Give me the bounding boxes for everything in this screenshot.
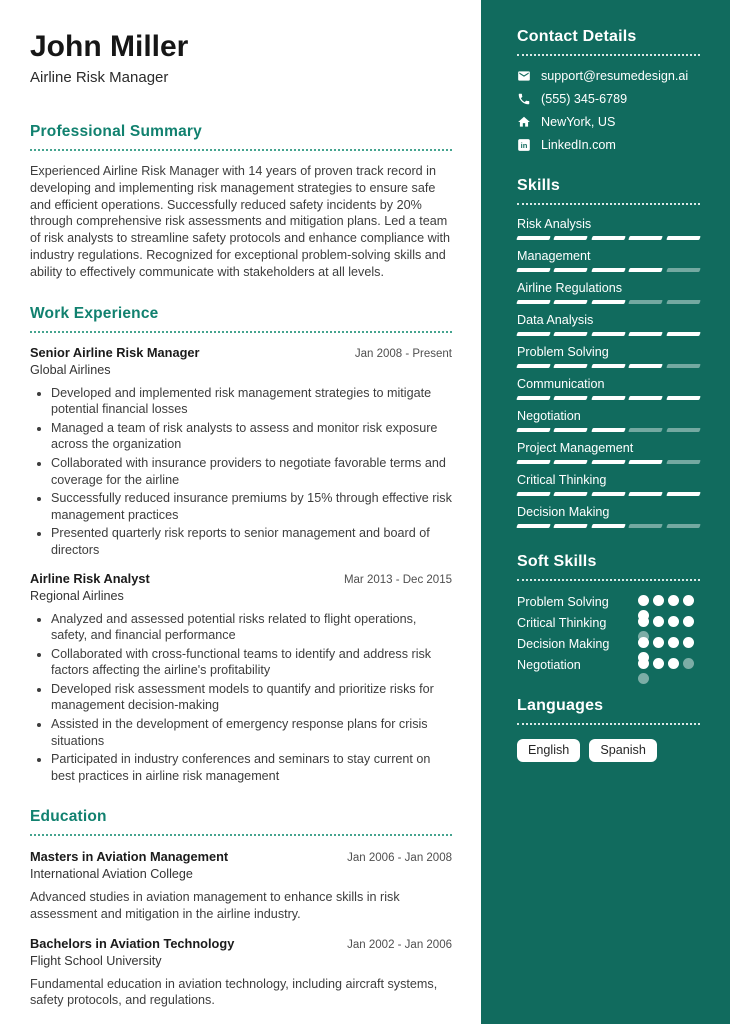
rating-segment bbox=[628, 396, 663, 400]
skill-item bbox=[517, 505, 700, 528]
job-bullet-list bbox=[30, 385, 452, 559]
skill-name: Critical Thinking bbox=[517, 473, 607, 487]
job-bullet: • Successfully reduced insurance premiums by 15% through effective risk management practices bbox=[51, 490, 452, 523]
rating-segment bbox=[628, 300, 663, 304]
skill-name: Decision Making bbox=[517, 505, 610, 519]
job-bullet: • Developed and implemented risk management strategies to mitigate potential financial losses bbox=[51, 385, 452, 418]
soft-skill-name: Problem Solving bbox=[517, 595, 609, 609]
skill-item bbox=[517, 441, 700, 464]
skill-name: Negotiation bbox=[517, 409, 581, 423]
section-skills bbox=[517, 177, 700, 528]
rating-segment bbox=[666, 396, 701, 400]
skill-name: Management bbox=[517, 249, 591, 263]
job-dates: Jan 2008 - Present bbox=[354, 347, 452, 360]
rating-segment bbox=[591, 236, 626, 240]
section-heading-education: Education bbox=[30, 808, 452, 836]
rating-segment bbox=[591, 460, 626, 464]
rating-segment bbox=[628, 236, 663, 240]
rating-segment bbox=[666, 364, 701, 368]
rating-dot bbox=[653, 595, 664, 606]
skill-item bbox=[517, 313, 700, 336]
rating-dot bbox=[653, 637, 664, 648]
rating-segment bbox=[666, 332, 701, 336]
job-entry bbox=[30, 345, 452, 559]
rating-segment bbox=[591, 364, 626, 368]
skill-item bbox=[517, 377, 700, 400]
education-header bbox=[30, 849, 452, 864]
rating-segment bbox=[628, 268, 663, 272]
language-chip: English bbox=[517, 739, 580, 762]
education-school: Flight School University bbox=[30, 953, 162, 968]
contact-phone bbox=[517, 92, 700, 106]
job-bullet: • Analyzed and assessed potential risks related to flight operations, safety, and financial performance bbox=[51, 611, 452, 644]
rating-segment bbox=[554, 364, 589, 368]
skill-item bbox=[517, 249, 700, 272]
rating-dot bbox=[683, 595, 694, 606]
skill-list bbox=[517, 217, 700, 528]
rating-segment bbox=[591, 332, 626, 336]
person-name: John Miller bbox=[30, 30, 189, 63]
rating-segment bbox=[591, 492, 626, 496]
rating-segment bbox=[554, 268, 589, 272]
rating-segment bbox=[666, 492, 701, 496]
skill-bar bbox=[517, 268, 700, 272]
skill-name: Project Management bbox=[517, 441, 634, 455]
rating-dot bbox=[668, 595, 679, 606]
rating-dot bbox=[683, 616, 694, 627]
rating-dot bbox=[638, 673, 649, 684]
home-icon bbox=[517, 115, 531, 129]
soft-skill-item bbox=[517, 658, 700, 672]
rating-dot bbox=[638, 595, 649, 606]
contact-phone-text: (555) 345-6789 bbox=[541, 92, 628, 106]
rating-dot bbox=[638, 616, 649, 627]
job-bullet: • Developed risk assessment models to quantify and prioritize risks for management decision-making bbox=[51, 681, 452, 714]
section-heading-soft-skills: Soft Skills bbox=[517, 553, 700, 581]
job-bullet: • Collaborated with insurance providers to negotiate favorable terms and coverage for the airline bbox=[51, 455, 452, 488]
section-heading-summary: Professional Summary bbox=[30, 123, 452, 151]
rating-segment bbox=[516, 236, 551, 240]
education-degree: Bachelors in Aviation Technology bbox=[30, 935, 235, 951]
rating-segment bbox=[516, 524, 551, 528]
linkedin-icon bbox=[517, 138, 531, 152]
soft-skill-name: Negotiation bbox=[517, 658, 581, 672]
rating-segment bbox=[628, 332, 663, 336]
job-header bbox=[30, 345, 452, 360]
education-dates: Jan 2006 - Jan 2008 bbox=[347, 852, 452, 865]
rating-dot bbox=[668, 637, 679, 648]
job-company: Regional Airlines bbox=[30, 588, 124, 603]
rating-segment bbox=[628, 428, 663, 432]
contact-email-text: support@resumedesign.ai bbox=[541, 69, 689, 83]
rating-segment bbox=[628, 524, 663, 528]
rating-segment bbox=[516, 300, 551, 304]
section-professional-summary bbox=[30, 123, 452, 281]
job-bullet: • Managed a team of risk analysts to assess and monitor risk exposure across the organization bbox=[51, 420, 452, 453]
rating-segment bbox=[516, 332, 551, 336]
skill-name: Data Analysis bbox=[517, 313, 594, 327]
rating-dot bbox=[683, 658, 694, 669]
skill-item bbox=[517, 473, 700, 496]
rating-dot bbox=[653, 658, 664, 669]
rating-dot bbox=[638, 637, 649, 648]
contact-linkedin-text: LinkedIn.com bbox=[541, 138, 616, 152]
rating-segment bbox=[591, 268, 626, 272]
rating-segment bbox=[554, 396, 589, 400]
skill-item bbox=[517, 281, 700, 304]
svg-text:in: in bbox=[520, 141, 528, 151]
rating-segment bbox=[554, 460, 589, 464]
job-entry bbox=[30, 571, 452, 785]
rating-segment bbox=[591, 300, 626, 304]
rating-segment bbox=[554, 524, 589, 528]
job-bullet: • Collaborated with cross-functional teams to identify and address risk factors affecting the airline's profitability bbox=[51, 646, 452, 679]
rating-segment bbox=[628, 364, 663, 368]
sidebar bbox=[481, 0, 730, 1024]
rating-segment bbox=[554, 236, 589, 240]
rating-dot bbox=[653, 616, 664, 627]
job-title: Senior Airline Risk Manager bbox=[30, 344, 200, 360]
skill-bar bbox=[517, 396, 700, 400]
soft-skill-list bbox=[517, 595, 700, 672]
skill-bar bbox=[517, 460, 700, 464]
education-dates: Jan 2002 - Jan 2006 bbox=[347, 938, 452, 951]
skill-bar bbox=[517, 236, 700, 240]
education-description: Fundamental education in aviation technology, including aircraft systems, safety protocols, and regulations. bbox=[30, 976, 438, 1008]
section-heading-work: Work Experience bbox=[30, 305, 452, 333]
phone-icon bbox=[517, 92, 531, 106]
section-languages bbox=[517, 697, 700, 762]
rating-segment bbox=[516, 364, 551, 368]
rating-segment bbox=[591, 428, 626, 432]
education-school: International Aviation College bbox=[30, 867, 193, 882]
summary-text: Experienced Airline Risk Manager with 14 years of proven track record in developing and implementing risk management strategies to ensure safe and efficient operations. Successfully reduced safety incidents by 20% through comprehensive risk assessments and mitigation plans. Led a team of risk analysts to streamline safety protocols and enhance compliance with industry regulations. Recognized for exceptional problem-solving skills and ability to effectively communicate with stakeholders at all levels. bbox=[30, 164, 451, 279]
section-education bbox=[30, 808, 452, 1008]
rating-segment bbox=[554, 428, 589, 432]
rating-dot bbox=[683, 637, 694, 648]
rating-dot bbox=[638, 658, 649, 669]
job-bullet: • Participated in industry conferences and seminars to stay current on best practices in airline risk management bbox=[51, 751, 452, 784]
rating-dot bbox=[668, 616, 679, 627]
section-heading-languages: Languages bbox=[517, 697, 700, 725]
skill-item bbox=[517, 217, 700, 240]
section-heading-skills: Skills bbox=[517, 177, 700, 205]
contact-location-text: NewYork, US bbox=[541, 115, 616, 129]
section-contact-details bbox=[517, 28, 700, 152]
skill-bar bbox=[517, 332, 700, 336]
rating-segment bbox=[591, 396, 626, 400]
skill-name: Communication bbox=[517, 377, 605, 391]
job-bullet-list bbox=[30, 611, 452, 785]
rating-segment bbox=[516, 460, 551, 464]
section-heading-contact: Contact Details bbox=[517, 28, 700, 56]
skill-name: Airline Regulations bbox=[517, 281, 623, 295]
rating-dot bbox=[668, 658, 679, 669]
education-header bbox=[30, 936, 452, 951]
skill-bar bbox=[517, 492, 700, 496]
rating-segment bbox=[516, 492, 551, 496]
skill-item bbox=[517, 409, 700, 432]
rating-segment bbox=[666, 428, 701, 432]
contact-email[interactable] bbox=[517, 69, 700, 83]
skill-item bbox=[517, 345, 700, 368]
skill-bar bbox=[517, 364, 700, 368]
rating-segment bbox=[516, 396, 551, 400]
rating-segment bbox=[554, 492, 589, 496]
skill-name: Problem Solving bbox=[517, 345, 609, 359]
job-company: Global Airlines bbox=[30, 362, 111, 377]
mail-icon bbox=[517, 69, 531, 83]
rating-segment bbox=[666, 524, 701, 528]
rating-segment bbox=[554, 332, 589, 336]
job-title: Airline Risk Analyst bbox=[30, 570, 150, 586]
contact-linkedin[interactable] bbox=[517, 138, 700, 152]
soft-skill-dots bbox=[638, 658, 700, 684]
skill-bar bbox=[517, 428, 700, 432]
rating-segment bbox=[666, 300, 701, 304]
education-entry bbox=[30, 849, 452, 922]
job-dates: Mar 2013 - Dec 2015 bbox=[343, 573, 452, 586]
soft-skill-item bbox=[517, 595, 700, 609]
skill-bar bbox=[517, 524, 700, 528]
section-soft-skills bbox=[517, 553, 700, 672]
skill-name: Risk Analysis bbox=[517, 217, 592, 231]
education-entry bbox=[30, 936, 452, 1009]
job-bullet: • Presented quarterly risk reports to senior management and board of directors bbox=[51, 525, 452, 558]
skill-bar bbox=[517, 300, 700, 304]
language-chip: Spanish bbox=[589, 739, 657, 762]
soft-skill-name: Decision Making bbox=[517, 637, 610, 651]
rating-segment bbox=[666, 460, 701, 464]
job-bullet: • Assisted in the development of emergency response plans for crisis situations bbox=[51, 716, 452, 749]
education-description: Advanced studies in aviation management to enhance skills in risk assessment and mitigation in the airline industry. bbox=[30, 890, 400, 922]
rating-segment bbox=[516, 268, 551, 272]
soft-skill-name: Critical Thinking bbox=[517, 616, 607, 630]
soft-skill-item bbox=[517, 616, 700, 630]
rating-segment bbox=[666, 268, 701, 272]
section-work-experience bbox=[30, 305, 452, 785]
language-chip-list bbox=[517, 739, 700, 762]
contact-location bbox=[517, 115, 700, 129]
contact-list bbox=[517, 69, 700, 152]
job-header bbox=[30, 571, 452, 586]
rating-segment bbox=[666, 236, 701, 240]
rating-segment bbox=[516, 428, 551, 432]
education-degree: Masters in Aviation Management bbox=[30, 849, 229, 865]
rating-segment bbox=[591, 524, 626, 528]
rating-segment bbox=[554, 300, 589, 304]
person-job-title: Airline Risk Manager bbox=[30, 69, 169, 86]
rating-segment bbox=[628, 492, 663, 496]
soft-skill-item bbox=[517, 637, 700, 651]
rating-segment bbox=[628, 460, 663, 464]
